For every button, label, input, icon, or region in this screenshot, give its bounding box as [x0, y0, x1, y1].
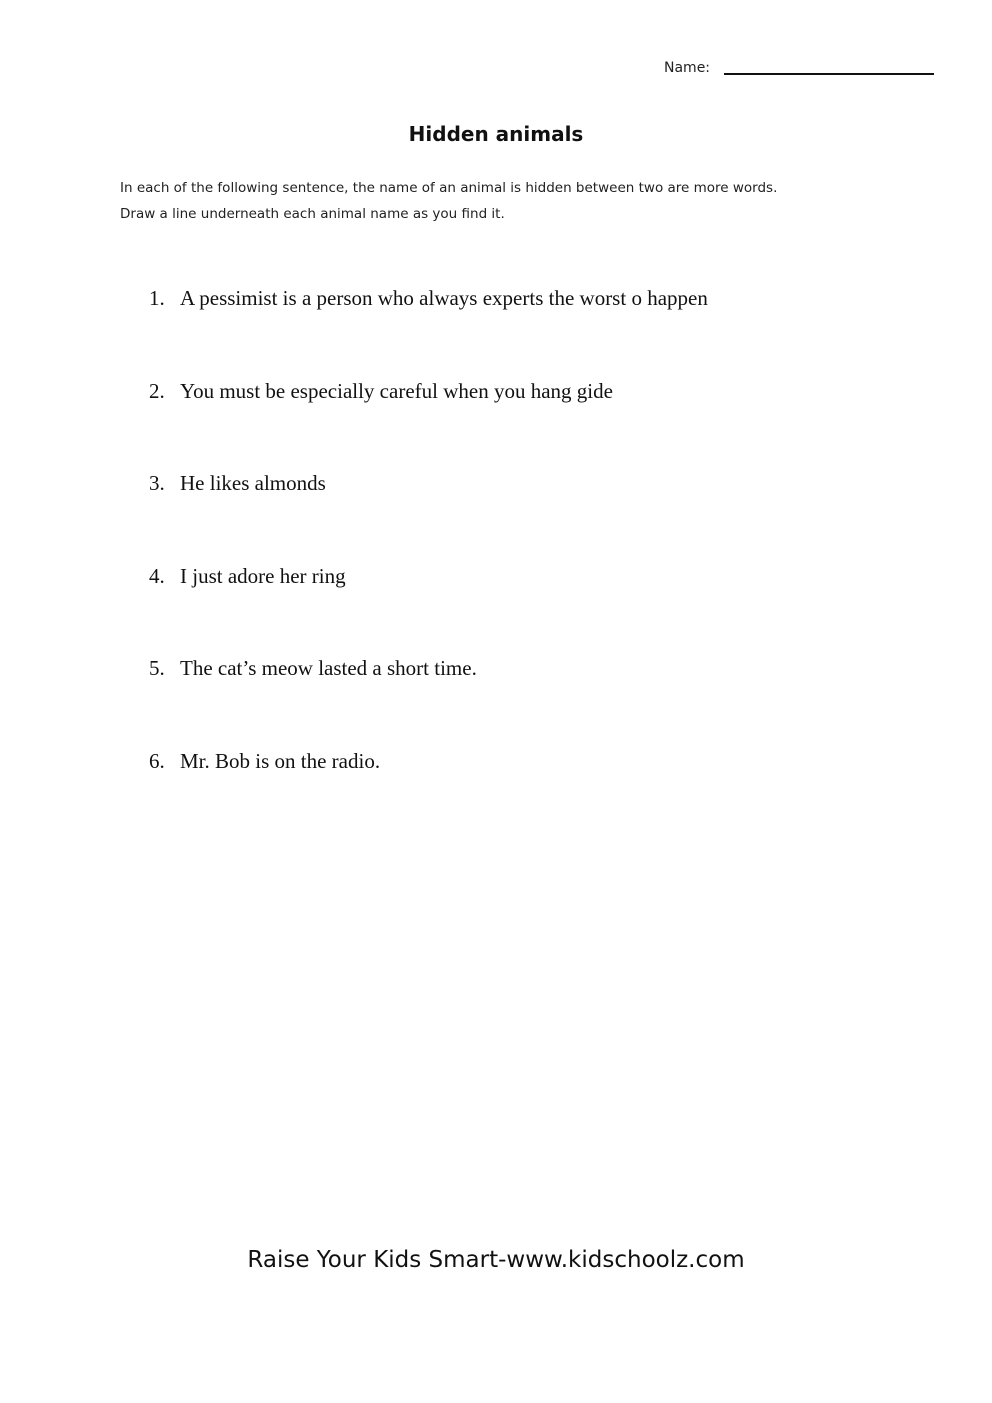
- question-text: You must be especially careful when you hang gide: [180, 378, 613, 403]
- question-item: [149, 377, 909, 470]
- name-label: Name:: [664, 60, 711, 76]
- question-text: A pessimist is a person who always experts the worst o happen: [180, 286, 708, 310]
- question-text: He likes almonds: [180, 471, 326, 495]
- question-list: [149, 284, 909, 839]
- question-text: The cat’s meow lasted a short time.: [180, 656, 477, 680]
- question-item: [149, 469, 909, 562]
- question-item: [149, 747, 909, 840]
- question-number: 2.: [149, 378, 165, 403]
- question-number: 1.: [149, 286, 165, 310]
- question-text: Mr. Bob is on the radio.: [180, 748, 381, 773]
- name-underline[interactable]: [724, 73, 934, 75]
- instructions: [120, 175, 900, 227]
- instructions-line: Draw a line underneath each animal name as you find it.: [120, 206, 505, 222]
- footer-text: Raise Your Kids Smart-www.kidschoolz.com: [247, 1247, 745, 1273]
- question-text: I just adore her ring: [180, 563, 346, 588]
- page-title: Hidden animals: [408, 122, 584, 146]
- name-field: [664, 60, 936, 82]
- instructions-line: In each of the following sentence, the name of an animal is hidden between two are more words.: [120, 180, 778, 196]
- question-number: 4.: [149, 563, 165, 588]
- question-item: [149, 562, 909, 655]
- question-number: 3.: [149, 471, 165, 495]
- question-item: [149, 284, 909, 377]
- question-number: 6.: [149, 748, 165, 773]
- question-item: [149, 654, 909, 747]
- question-number: 5.: [149, 656, 165, 680]
